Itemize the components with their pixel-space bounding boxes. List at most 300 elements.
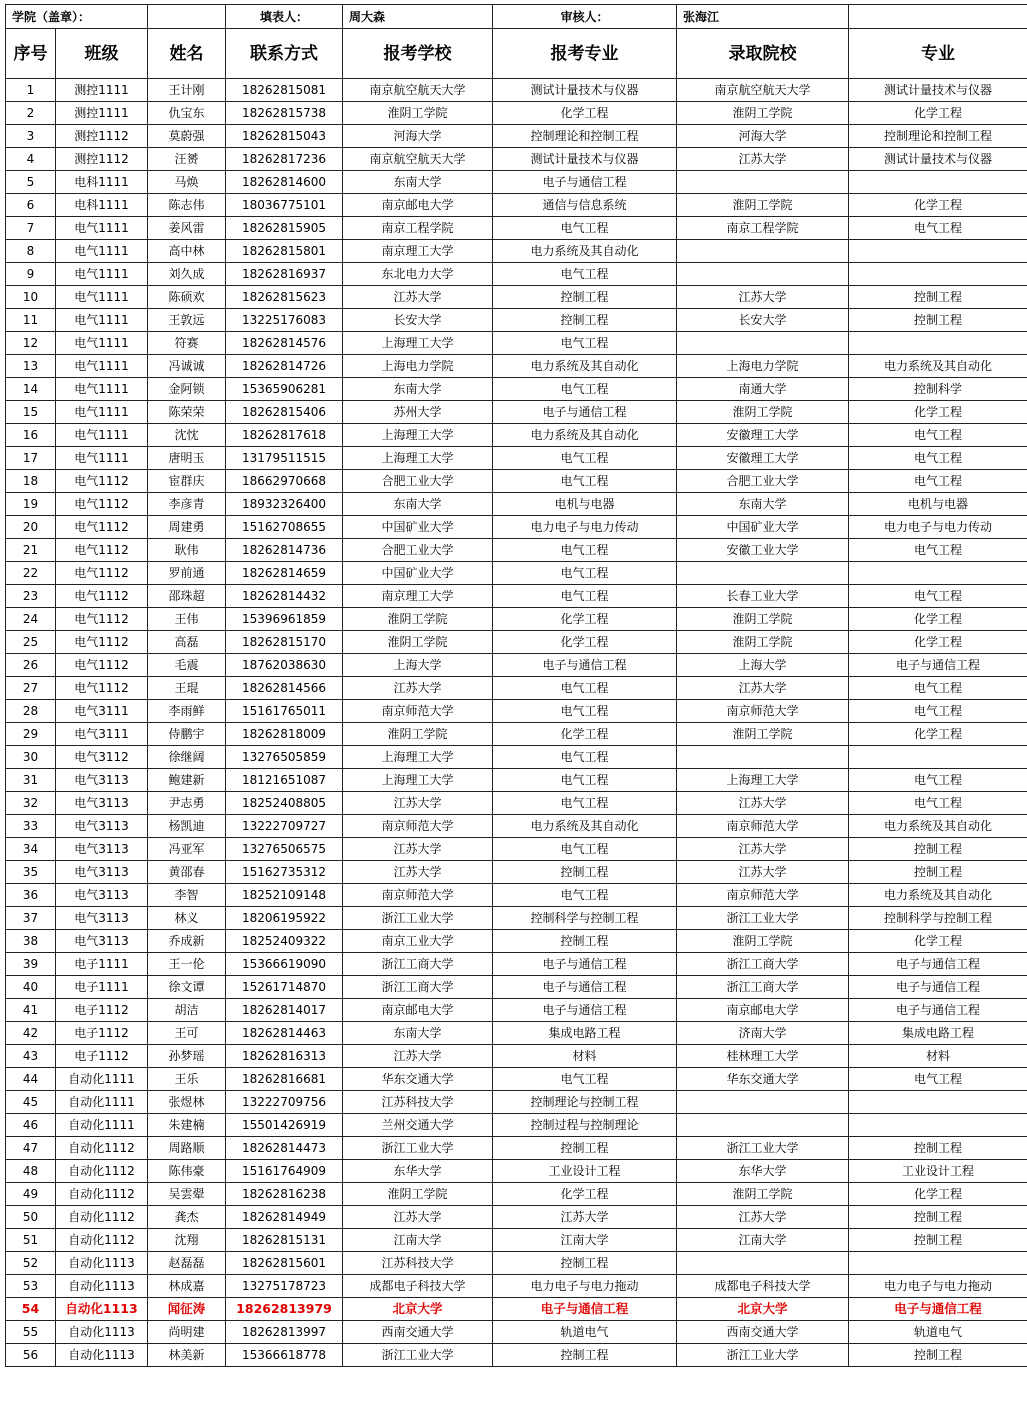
cell-major[interactable]: 电气工程: [849, 1068, 1027, 1091]
cell-class[interactable]: 电气1111: [56, 217, 148, 240]
cell-class[interactable]: 电气1111: [56, 355, 148, 378]
cell-no[interactable]: 20: [6, 516, 56, 539]
cell-admitted-school[interactable]: [677, 1252, 849, 1275]
cell-name[interactable]: 高磊: [148, 631, 226, 654]
cell-class[interactable]: 电气3113: [56, 769, 148, 792]
cell-class[interactable]: 电气1111: [56, 424, 148, 447]
cell-class[interactable]: 测控1111: [56, 102, 148, 125]
cell-applied-school[interactable]: 淮阴工学院: [343, 723, 493, 746]
cell-name[interactable]: 陈志伟: [148, 194, 226, 217]
cell-contact[interactable]: 18262814949: [226, 1206, 343, 1229]
cell-applied-school[interactable]: 兰州交通大学: [343, 1114, 493, 1137]
reviewer-label[interactable]: 审核人：: [493, 5, 677, 29]
cell-no[interactable]: 2: [6, 102, 56, 125]
cell-no[interactable]: 26: [6, 654, 56, 677]
cell-contact[interactable]: 18206195922: [226, 907, 343, 930]
cell-applied-major[interactable]: 电气工程: [493, 217, 677, 240]
cell-no[interactable]: 49: [6, 1183, 56, 1206]
cell-applied-major[interactable]: 电气工程: [493, 1068, 677, 1091]
cell-major[interactable]: 电气工程: [849, 677, 1027, 700]
cell-admitted-school[interactable]: 淮阴工学院: [677, 723, 849, 746]
cell-applied-school[interactable]: 南京邮电大学: [343, 194, 493, 217]
cell-no[interactable]: 21: [6, 539, 56, 562]
cell-applied-major[interactable]: 电子与通信工程: [493, 654, 677, 677]
cell-name[interactable]: 胡洁: [148, 999, 226, 1022]
cell-applied-major[interactable]: 江南大学: [493, 1229, 677, 1252]
cell-name[interactable]: 尹志勇: [148, 792, 226, 815]
cell-name[interactable]: 王可: [148, 1022, 226, 1045]
cell-contact[interactable]: 18262815406: [226, 401, 343, 424]
cell-admitted-school[interactable]: 南京航空航天大学: [677, 79, 849, 102]
cell-major[interactable]: [849, 263, 1027, 286]
cell-name[interactable]: 宦群庆: [148, 470, 226, 493]
cell-applied-school[interactable]: 淮阴工学院: [343, 1183, 493, 1206]
cell-name[interactable]: 沈翔: [148, 1229, 226, 1252]
cell-applied-major[interactable]: 化学工程: [493, 1183, 677, 1206]
cell-name[interactable]: 唐明玉: [148, 447, 226, 470]
cell-name[interactable]: 张煜林: [148, 1091, 226, 1114]
cell-class[interactable]: 电气1112: [56, 631, 148, 654]
cell-class[interactable]: 自动化1112: [56, 1137, 148, 1160]
cell-admitted-school[interactable]: 南京邮电大学: [677, 999, 849, 1022]
cell-class[interactable]: 电气1111: [56, 332, 148, 355]
cell-major[interactable]: 控制工程: [849, 309, 1027, 332]
cell-applied-major[interactable]: 控制科学与控制工程: [493, 907, 677, 930]
cell-applied-major[interactable]: 电气工程: [493, 447, 677, 470]
cell-applied-major[interactable]: 电力系统及其自动化: [493, 355, 677, 378]
cell-admitted-school[interactable]: 安徽理工大学: [677, 424, 849, 447]
cell-major[interactable]: 控制工程: [849, 1206, 1027, 1229]
cell-admitted-school[interactable]: 浙江工商大学: [677, 953, 849, 976]
cell-applied-major[interactable]: 电气工程: [493, 470, 677, 493]
cell-major[interactable]: 电力系统及其自动化: [849, 815, 1027, 838]
cell-admitted-school[interactable]: [677, 1114, 849, 1137]
cell-applied-school[interactable]: 中国矿业大学: [343, 562, 493, 585]
cell-admitted-school[interactable]: [677, 562, 849, 585]
cell-contact[interactable]: 18262815081: [226, 79, 343, 102]
cell-applied-school[interactable]: 上海理工大学: [343, 746, 493, 769]
cell-contact[interactable]: 18262814473: [226, 1137, 343, 1160]
cell-applied-major[interactable]: 控制工程: [493, 861, 677, 884]
cell-contact[interactable]: 18262816681: [226, 1068, 343, 1091]
cell-class[interactable]: 自动化1113: [56, 1252, 148, 1275]
cell-contact[interactable]: 18262815623: [226, 286, 343, 309]
cell-applied-major[interactable]: 电子与通信工程: [493, 1298, 677, 1321]
cell-no[interactable]: 3: [6, 125, 56, 148]
header-applied-major[interactable]: 报考专业: [493, 29, 677, 79]
cell-no[interactable]: 5: [6, 171, 56, 194]
cell-class[interactable]: 电气1111: [56, 309, 148, 332]
cell-class[interactable]: 电气3113: [56, 815, 148, 838]
cell-contact[interactable]: 18262818009: [226, 723, 343, 746]
cell-name[interactable]: 林美新: [148, 1344, 226, 1367]
cell-no[interactable]: 27: [6, 677, 56, 700]
cell-applied-major[interactable]: 电气工程: [493, 378, 677, 401]
cell-major[interactable]: 电气工程: [849, 470, 1027, 493]
cell-no[interactable]: 55: [6, 1321, 56, 1344]
cell-major[interactable]: 电气工程: [849, 700, 1027, 723]
cell-applied-school[interactable]: 上海理工大学: [343, 332, 493, 355]
cell-class[interactable]: 自动化1112: [56, 1183, 148, 1206]
cell-contact[interactable]: 15366618778: [226, 1344, 343, 1367]
cell-major[interactable]: 控制工程: [849, 1229, 1027, 1252]
cell-applied-major[interactable]: 集成电路工程: [493, 1022, 677, 1045]
cell-applied-major[interactable]: 化学工程: [493, 631, 677, 654]
cell-applied-major[interactable]: 电气工程: [493, 562, 677, 585]
cell-name[interactable]: 刘久成: [148, 263, 226, 286]
cell-class[interactable]: 电气1111: [56, 378, 148, 401]
cell-contact[interactable]: 18252409322: [226, 930, 343, 953]
cell-name[interactable]: 林义: [148, 907, 226, 930]
cell-class[interactable]: 自动化1113: [56, 1321, 148, 1344]
cell-name[interactable]: 马焕: [148, 171, 226, 194]
cell-major[interactable]: [849, 562, 1027, 585]
cell-name[interactable]: 朱建楠: [148, 1114, 226, 1137]
cell-major[interactable]: 电子与通信工程: [849, 999, 1027, 1022]
cell-major[interactable]: 电机与电器: [849, 493, 1027, 516]
cell-class[interactable]: 电气1111: [56, 240, 148, 263]
cell-name[interactable]: 罗前通: [148, 562, 226, 585]
cell-applied-major[interactable]: 电气工程: [493, 677, 677, 700]
cell-admitted-school[interactable]: 南通大学: [677, 378, 849, 401]
cell-class[interactable]: 电气3113: [56, 861, 148, 884]
cell-name[interactable]: 毛震: [148, 654, 226, 677]
cell-applied-school[interactable]: 华东交通大学: [343, 1068, 493, 1091]
cell-applied-major[interactable]: 电力系统及其自动化: [493, 240, 677, 263]
cell-name[interactable]: 闻征涛: [148, 1298, 226, 1321]
cell-admitted-school[interactable]: 上海电力学院: [677, 355, 849, 378]
cell-name[interactable]: 李彦青: [148, 493, 226, 516]
cell-contact[interactable]: 18252109148: [226, 884, 343, 907]
cell-applied-school[interactable]: 东南大学: [343, 1022, 493, 1045]
cell-major[interactable]: [849, 1114, 1027, 1137]
cell-applied-school[interactable]: 合肥工业大学: [343, 470, 493, 493]
cell-admitted-school[interactable]: 东南大学: [677, 493, 849, 516]
cell-applied-school[interactable]: 北京大学: [343, 1298, 493, 1321]
cell-contact[interactable]: 18262813979: [226, 1298, 343, 1321]
cell-name[interactable]: 姜风雷: [148, 217, 226, 240]
cell-applied-major[interactable]: 控制过程与控制理论: [493, 1114, 677, 1137]
cell-admitted-school[interactable]: 华东交通大学: [677, 1068, 849, 1091]
filler-name[interactable]: 周大森: [343, 5, 493, 29]
cell-no[interactable]: 6: [6, 194, 56, 217]
cell-applied-major[interactable]: 电气工程: [493, 792, 677, 815]
cell-applied-major[interactable]: 电力电子与电力拖动: [493, 1275, 677, 1298]
cell-major[interactable]: 测试计量技术与仪器: [849, 79, 1027, 102]
cell-applied-school[interactable]: 江苏大学: [343, 677, 493, 700]
cell-major[interactable]: 控制工程: [849, 1137, 1027, 1160]
cell-name[interactable]: 徐文谭: [148, 976, 226, 999]
cell-name[interactable]: 杨凯迪: [148, 815, 226, 838]
cell-no[interactable]: 45: [6, 1091, 56, 1114]
cell-major[interactable]: [849, 171, 1027, 194]
cell-name[interactable]: 王计刚: [148, 79, 226, 102]
cell-name[interactable]: 孙梦瑶: [148, 1045, 226, 1068]
cell-major[interactable]: 化学工程: [849, 1183, 1027, 1206]
cell-applied-school[interactable]: 合肥工业大学: [343, 539, 493, 562]
cell-applied-major[interactable]: 电子与通信工程: [493, 171, 677, 194]
cell-applied-major[interactable]: 控制工程: [493, 1137, 677, 1160]
cell-name[interactable]: 汪赟: [148, 148, 226, 171]
cell-major[interactable]: [849, 746, 1027, 769]
cell-major[interactable]: 轨道电气: [849, 1321, 1027, 1344]
cell-applied-school[interactable]: 南京工业大学: [343, 930, 493, 953]
cell-applied-school[interactable]: 南京理工大学: [343, 585, 493, 608]
cell-name[interactable]: 乔成新: [148, 930, 226, 953]
cell-applied-school[interactable]: 东南大学: [343, 493, 493, 516]
cell-applied-school[interactable]: 南京工程学院: [343, 217, 493, 240]
header-contact[interactable]: 联系方式: [226, 29, 343, 79]
cell-applied-school[interactable]: 上海理工大学: [343, 447, 493, 470]
cell-admitted-school[interactable]: 淮阴工学院: [677, 631, 849, 654]
cell-name[interactable]: 冯诚诚: [148, 355, 226, 378]
cell-admitted-school[interactable]: 南京师范大学: [677, 884, 849, 907]
cell-class[interactable]: 自动化1112: [56, 1206, 148, 1229]
cell-name[interactable]: 尚明建: [148, 1321, 226, 1344]
cell-admitted-school[interactable]: 浙江工业大学: [677, 1137, 849, 1160]
cell-no[interactable]: 41: [6, 999, 56, 1022]
cell-applied-school[interactable]: 江苏科技大学: [343, 1091, 493, 1114]
cell-contact[interactable]: 15365906281: [226, 378, 343, 401]
cell-major[interactable]: 电力系统及其自动化: [849, 355, 1027, 378]
cell-contact[interactable]: 18262817236: [226, 148, 343, 171]
cell-name[interactable]: 鲍建新: [148, 769, 226, 792]
cell-major[interactable]: 电力电子与电力拖动: [849, 1275, 1027, 1298]
cell-contact[interactable]: 13222709727: [226, 815, 343, 838]
cell-applied-school[interactable]: 江南大学: [343, 1229, 493, 1252]
cell-admitted-school[interactable]: 西南交通大学: [677, 1321, 849, 1344]
cell-contact[interactable]: 18262817618: [226, 424, 343, 447]
cell-no[interactable]: 30: [6, 746, 56, 769]
cell-admitted-school[interactable]: 江南大学: [677, 1229, 849, 1252]
cell-contact[interactable]: 18262815801: [226, 240, 343, 263]
cell-applied-school[interactable]: 上海理工大学: [343, 424, 493, 447]
cell-admitted-school[interactable]: 安徽工业大学: [677, 539, 849, 562]
cell-contact[interactable]: 15162735312: [226, 861, 343, 884]
cell-class[interactable]: 自动化1113: [56, 1298, 148, 1321]
cell-contact[interactable]: 18262814659: [226, 562, 343, 585]
cell-contact[interactable]: 18262816238: [226, 1183, 343, 1206]
cell-admitted-school[interactable]: 浙江工业大学: [677, 907, 849, 930]
cell-applied-major[interactable]: 电子与通信工程: [493, 999, 677, 1022]
cell-class[interactable]: 电气1112: [56, 562, 148, 585]
cell-contact[interactable]: 18662970668: [226, 470, 343, 493]
cell-admitted-school[interactable]: 桂林理工大学: [677, 1045, 849, 1068]
cell-applied-school[interactable]: 江苏大学: [343, 861, 493, 884]
cell-applied-school[interactable]: 浙江工业大学: [343, 907, 493, 930]
cell-class[interactable]: 电气3113: [56, 884, 148, 907]
cell-name[interactable]: 王伟: [148, 608, 226, 631]
cell-no[interactable]: 52: [6, 1252, 56, 1275]
cell-contact[interactable]: 13275178723: [226, 1275, 343, 1298]
header-no[interactable]: 序号: [6, 29, 56, 79]
cell-no[interactable]: 38: [6, 930, 56, 953]
cell-admitted-school[interactable]: 江苏大学: [677, 677, 849, 700]
cell-applied-school[interactable]: 东南大学: [343, 171, 493, 194]
cell-contact[interactable]: 18262816937: [226, 263, 343, 286]
cell-name[interactable]: 林成嘉: [148, 1275, 226, 1298]
cell-applied-major[interactable]: 电气工程: [493, 884, 677, 907]
cell-no[interactable]: 29: [6, 723, 56, 746]
cell-class[interactable]: 测控1111: [56, 79, 148, 102]
cell-name[interactable]: 符赛: [148, 332, 226, 355]
blank-cell[interactable]: [849, 5, 1027, 29]
cell-class[interactable]: 电气1111: [56, 286, 148, 309]
cell-applied-major[interactable]: 材料: [493, 1045, 677, 1068]
cell-major[interactable]: 控制理论和控制工程: [849, 125, 1027, 148]
cell-applied-school[interactable]: 东华大学: [343, 1160, 493, 1183]
cell-applied-major[interactable]: 电子与通信工程: [493, 953, 677, 976]
cell-name[interactable]: 王一伦: [148, 953, 226, 976]
cell-name[interactable]: 周路顺: [148, 1137, 226, 1160]
cell-no[interactable]: 1: [6, 79, 56, 102]
cell-contact[interactable]: 18262815738: [226, 102, 343, 125]
cell-major[interactable]: 控制科学: [849, 378, 1027, 401]
cell-name[interactable]: 陈荣荣: [148, 401, 226, 424]
cell-major[interactable]: 控制工程: [849, 838, 1027, 861]
cell-applied-school[interactable]: 南京师范大学: [343, 815, 493, 838]
cell-applied-major[interactable]: 工业设计工程: [493, 1160, 677, 1183]
cell-class[interactable]: 电气1112: [56, 539, 148, 562]
cell-major[interactable]: [849, 1252, 1027, 1275]
cell-applied-school[interactable]: 江苏科技大学: [343, 1252, 493, 1275]
cell-no[interactable]: 9: [6, 263, 56, 286]
cell-applied-major[interactable]: 电气工程: [493, 263, 677, 286]
cell-admitted-school[interactable]: 安徽理工大学: [677, 447, 849, 470]
cell-name[interactable]: 仇宝东: [148, 102, 226, 125]
cell-admitted-school[interactable]: [677, 746, 849, 769]
cell-name[interactable]: 王乐: [148, 1068, 226, 1091]
cell-applied-school[interactable]: 江苏大学: [343, 1045, 493, 1068]
cell-class[interactable]: 电气1111: [56, 447, 148, 470]
cell-admitted-school[interactable]: 东华大学: [677, 1160, 849, 1183]
cell-class[interactable]: 电子1111: [56, 953, 148, 976]
cell-contact[interactable]: 13225176083: [226, 309, 343, 332]
cell-applied-major[interactable]: 控制理论与控制工程: [493, 1091, 677, 1114]
cell-applied-major[interactable]: 控制理论和控制工程: [493, 125, 677, 148]
cell-no[interactable]: 11: [6, 309, 56, 332]
cell-contact[interactable]: 18262815601: [226, 1252, 343, 1275]
cell-applied-major[interactable]: 江苏大学: [493, 1206, 677, 1229]
cell-major[interactable]: 电气工程: [849, 792, 1027, 815]
cell-applied-major[interactable]: 控制工程: [493, 1252, 677, 1275]
cell-admitted-school[interactable]: 淮阴工学院: [677, 194, 849, 217]
cell-admitted-school[interactable]: 淮阴工学院: [677, 401, 849, 424]
cell-applied-major[interactable]: 电机与电器: [493, 493, 677, 516]
cell-contact[interactable]: 13179511515: [226, 447, 343, 470]
cell-no[interactable]: 48: [6, 1160, 56, 1183]
cell-no[interactable]: 35: [6, 861, 56, 884]
cell-applied-major[interactable]: 化学工程: [493, 608, 677, 631]
cell-no[interactable]: 46: [6, 1114, 56, 1137]
cell-contact[interactable]: 13276506575: [226, 838, 343, 861]
cell-applied-major[interactable]: 电力系统及其自动化: [493, 424, 677, 447]
cell-no[interactable]: 22: [6, 562, 56, 585]
cell-class[interactable]: 电气1112: [56, 585, 148, 608]
cell-major[interactable]: 电气工程: [849, 424, 1027, 447]
cell-major[interactable]: 控制工程: [849, 861, 1027, 884]
cell-applied-major[interactable]: 轨道电气: [493, 1321, 677, 1344]
cell-contact[interactable]: 18262814432: [226, 585, 343, 608]
cell-no[interactable]: 54: [6, 1298, 56, 1321]
reviewer-name[interactable]: 张海江: [677, 5, 849, 29]
cell-admitted-school[interactable]: 南京工程学院: [677, 217, 849, 240]
cell-applied-school[interactable]: 南京航空航天大学: [343, 148, 493, 171]
cell-name[interactable]: 耿伟: [148, 539, 226, 562]
cell-class[interactable]: 电科1111: [56, 194, 148, 217]
cell-applied-school[interactable]: 苏州大学: [343, 401, 493, 424]
cell-no[interactable]: 42: [6, 1022, 56, 1045]
cell-admitted-school[interactable]: 淮阴工学院: [677, 608, 849, 631]
cell-major[interactable]: 电气工程: [849, 585, 1027, 608]
cell-admitted-school[interactable]: 江苏大学: [677, 838, 849, 861]
cell-class[interactable]: 自动化1112: [56, 1160, 148, 1183]
cell-applied-major[interactable]: 电力电子与电力传动: [493, 516, 677, 539]
cell-applied-major[interactable]: 化学工程: [493, 723, 677, 746]
cell-class[interactable]: 电气3111: [56, 700, 148, 723]
cell-no[interactable]: 15: [6, 401, 56, 424]
cell-contact[interactable]: 15161765011: [226, 700, 343, 723]
cell-contact[interactable]: 18262813997: [226, 1321, 343, 1344]
cell-applied-major[interactable]: 电气工程: [493, 700, 677, 723]
cell-class[interactable]: 电气1112: [56, 516, 148, 539]
cell-admitted-school[interactable]: 淮阴工学院: [677, 1183, 849, 1206]
cell-applied-major[interactable]: 控制工程: [493, 1344, 677, 1367]
cell-applied-school[interactable]: 浙江工业大学: [343, 1344, 493, 1367]
cell-admitted-school[interactable]: 浙江工商大学: [677, 976, 849, 999]
cell-admitted-school[interactable]: [677, 1091, 849, 1114]
cell-name[interactable]: 王琨: [148, 677, 226, 700]
cell-applied-major[interactable]: 电子与通信工程: [493, 976, 677, 999]
cell-admitted-school[interactable]: 浙江工业大学: [677, 1344, 849, 1367]
cell-class[interactable]: 电气3111: [56, 723, 148, 746]
cell-class[interactable]: 电气3113: [56, 930, 148, 953]
cell-class[interactable]: 自动化1113: [56, 1344, 148, 1367]
header-admitted-school[interactable]: 录取院校: [677, 29, 849, 79]
cell-major[interactable]: 工业设计工程: [849, 1160, 1027, 1183]
cell-no[interactable]: 53: [6, 1275, 56, 1298]
cell-applied-major[interactable]: 电气工程: [493, 585, 677, 608]
cell-admitted-school[interactable]: 南京师范大学: [677, 815, 849, 838]
cell-applied-school[interactable]: 中国矿业大学: [343, 516, 493, 539]
cell-class[interactable]: 测控1112: [56, 148, 148, 171]
cell-class[interactable]: 自动化1111: [56, 1091, 148, 1114]
cell-major[interactable]: 集成电路工程: [849, 1022, 1027, 1045]
cell-applied-school[interactable]: 上海电力学院: [343, 355, 493, 378]
header-major[interactable]: 专业: [849, 29, 1027, 79]
cell-contact[interactable]: 15261714870: [226, 976, 343, 999]
cell-no[interactable]: 19: [6, 493, 56, 516]
cell-applied-school[interactable]: 江苏大学: [343, 838, 493, 861]
cell-applied-major[interactable]: 电子与通信工程: [493, 401, 677, 424]
cell-no[interactable]: 13: [6, 355, 56, 378]
cell-contact[interactable]: 18262814736: [226, 539, 343, 562]
cell-contact[interactable]: 15162708655: [226, 516, 343, 539]
cell-contact[interactable]: 18262815043: [226, 125, 343, 148]
cell-class[interactable]: 电气1112: [56, 677, 148, 700]
cell-applied-major[interactable]: 测试计量技术与仪器: [493, 148, 677, 171]
cell-contact[interactable]: 13222709756: [226, 1091, 343, 1114]
cell-applied-major[interactable]: 电力系统及其自动化: [493, 815, 677, 838]
cell-applied-school[interactable]: 成都电子科技大学: [343, 1275, 493, 1298]
cell-admitted-school[interactable]: 济南大学: [677, 1022, 849, 1045]
cell-name[interactable]: 李智: [148, 884, 226, 907]
cell-class[interactable]: 自动化1111: [56, 1114, 148, 1137]
cell-major[interactable]: 电子与通信工程: [849, 976, 1027, 999]
cell-contact[interactable]: 13276505859: [226, 746, 343, 769]
cell-major[interactable]: 控制工程: [849, 286, 1027, 309]
cell-name[interactable]: 陈伟豪: [148, 1160, 226, 1183]
